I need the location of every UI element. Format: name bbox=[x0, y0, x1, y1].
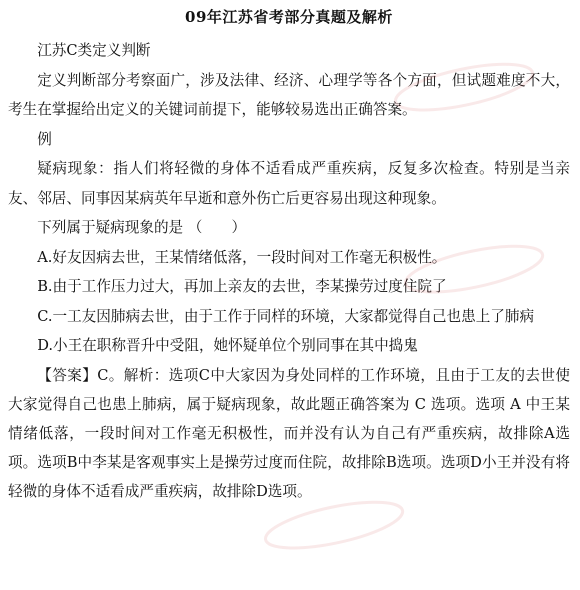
document-title: 09年江苏省考部分真题及解析 bbox=[185, 8, 393, 26]
example-label: 例 bbox=[37, 130, 52, 148]
option-d: D.小王在职称晋升中受阻，她怀疑单位个别同事在其中捣鬼 bbox=[37, 337, 418, 354]
section-heading: 江苏C类定义判断 bbox=[37, 42, 151, 59]
option-c: C.一工友因肺病去世，由于工作于同样的环境，大家都觉得自己也患上了肺病 bbox=[37, 307, 535, 325]
option-b: B.由于工作压力过大，再加上亲友的去世，李某操劳过度住院了 bbox=[37, 278, 447, 295]
intro-paragraph: 定义判断部分考察面广，涉及法律、经济、心理学等各个方面，但试题难度不大，考生在掌握给出定义的关键词前提下，能够较易选出正确答案。 bbox=[8, 71, 570, 118]
question-stem: 下列属于疑病现象的是 （ ） bbox=[37, 219, 247, 236]
definition-paragraph: 疑病现象：指人们将轻微的身体不适看成严重疾病，反复多次检查。特别是当亲友、邻居、同事因某病英年早逝和意外伤亡后更容易出现这种现象。 bbox=[8, 160, 570, 207]
answer-explanation: 【答案】C。解析：选项C中大家因为身处同样的工作环境，且由于工友的去世使大家觉得自己也患上肺病，属于疑病现象，故此题正确答案为 C 选项。选项 A 中王某情绪低落，一段时间对工作毫无积极性，而并没有认为自己有严重疾病，故排除A选项。选项B中李某是客观事实上是操劳过度而住院，故排除B选项。选项D小王并没有将轻微的身体不适看成严重疾病，故排除D选项。 bbox=[8, 366, 570, 500]
option-a: A.好友因病去世，王某情绪低落，一段时间对工作毫无积极性。 bbox=[37, 248, 447, 266]
